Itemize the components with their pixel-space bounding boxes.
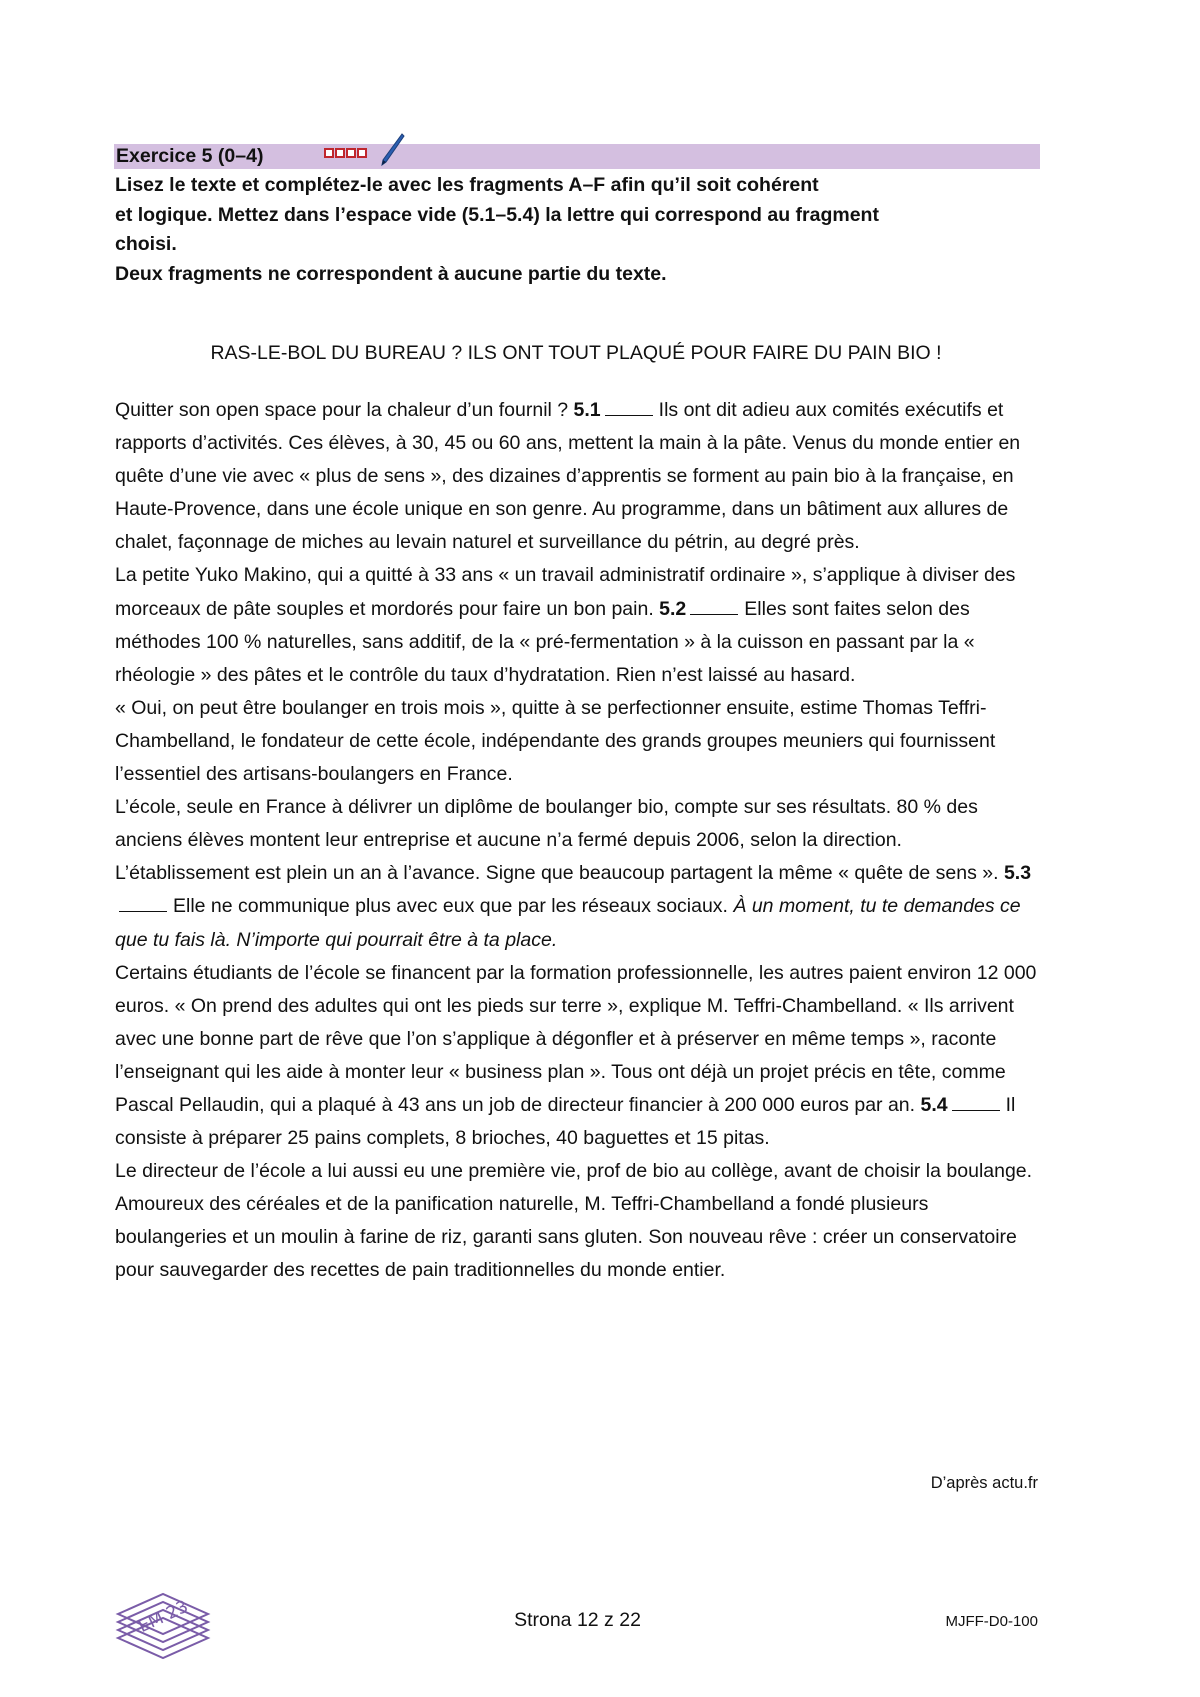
instruction-line: choisi. (115, 233, 177, 255)
paragraph-4: L’école, seule en France à délivrer un diplôme de boulanger bio, compte sur ses résultats. 80 % des anciens élèves montent leur entreprise et aucune n’a fermé depuis 2006, selon la direction. (115, 796, 978, 852)
paragraph-3: « Oui, on peut être boulanger en trois mois », quitte à se perfectionner ensuite, estime Thomas Teffri-Chambelland, le fondateur de cette école, indépendante des grands groupes meuniers qui fournissent l’essentiel des artisans-boulangers en France. (115, 696, 996, 786)
paragraph-2 (115, 559, 1045, 691)
text-segment: Quitter son open space pour la chaleur d’un fournil ? (115, 399, 569, 421)
gap-number: 5.3 (1003, 862, 1032, 885)
article-source: D’après actu.fr (930, 1474, 1038, 1492)
gap-number: 5.4 (920, 1093, 948, 1116)
answer-blank-5-1[interactable] (605, 400, 653, 416)
score-box (346, 148, 356, 158)
text-segment: Elle ne communique plus avec eux que par les réseaux sociaux. (173, 895, 728, 918)
paragraph-6 (115, 957, 1045, 1156)
paragraph-5 (115, 857, 1045, 956)
instruction-line: Lisez le texte et complétez-le avec les fragments A–F afin qu’il soit cohérent (115, 174, 819, 196)
instruction-line: Deux fragments ne correspondent à aucune partie du texte. (115, 262, 667, 285)
text-segment: Elles sont faites selon des méthodes 100 % naturelles, sans additif, de la « pré-fermentation » à la cuisson en passant par la « rhéologie » des pâtes et le contrôle du taux d’hydratation. Rien n’est laissé au hasard. (115, 597, 975, 686)
document-code: MJFF-D0-100 (945, 1613, 1038, 1630)
italic-quote: À un moment, tu te demandes ce que tu fais là. N’importe qui pourrait être à ta place. (115, 895, 1021, 951)
gap-number: 5.2 (659, 597, 687, 620)
answer-blank-5-2[interactable] (690, 599, 738, 615)
score-box (357, 148, 367, 158)
page-number: Strona 12 z 22 (514, 1609, 641, 1631)
text-segment: La petite Yuko Makino, qui a quitté à 33 ans « un travail administratif ordinaire », s’applique à diviser des morceaux de pâte souples et mordorés pour faire un bon pain. (115, 564, 1016, 620)
score-box (335, 148, 345, 158)
article-body (115, 394, 1045, 1288)
logo-text: EM 23 (135, 1596, 192, 1638)
text-segment: Certains étudiants de l’école se financent par la formation professionnelle, les autres paient environ 12 000 euros. « On prend des adultes qui ont les pieds sur terre », explique M. Teffri-Chambelland. « Ils arrivent avec une bonne part de rêve que l’on s’applique à dégonfler et à préserver en même temps », raconte l’enseignant qui les aide à monter leur « business plan ». Tous ont déjà un projet précis en tête, comme Pascal Pellaudin, qui a plaqué à 43 ans un job de directeur financier à 200 000 euros par an. (115, 961, 1037, 1116)
score-boxes (324, 148, 367, 158)
paragraph-1 (115, 394, 1045, 559)
exercise-header (114, 144, 1040, 169)
exercise-instructions (115, 171, 1015, 289)
article-title: RAS-LE-BOL DU BUREAU ? ILS ONT TOUT PLAQUÉ POUR FAIRE DU PAIN BIO ! (210, 342, 942, 364)
answer-blank-5-3[interactable] (119, 896, 167, 912)
text-segment: Il consiste à préparer 25 pains complets, 8 brioches, 40 baguettes et 15 pitas. (115, 1093, 1016, 1150)
text-segment: Ils ont dit adieu aux comités exécutifs et rapports d’activités. Ces élèves, à 30, 45 ou 60 ans, mettent la main à la pâte. Venus du monde entier en quête d’une vie avec « plus de sens », des dizaines d’apprentis se forment au pain bio à la française, en Haute-Provence, dans une école unique en son genre. Au programme, dans un bâtiment aux allures de chalet, façonnage de miches au levain naturel et surveillance du pétrin, au degré près. (115, 399, 1021, 554)
exercise-title: Exercice 5 (0–4) (116, 145, 264, 167)
text-segment: L’établissement est plein un an à l’avance. Signe que beaucoup partagent la même « quête de sens ». (115, 862, 999, 885)
answer-blank-5-4[interactable] (952, 1095, 1000, 1111)
pen-icon (376, 132, 406, 168)
instruction-line: et logique. Mettez dans l’espace vide (5.1–5.4) la lettre qui correspond au fragment (115, 203, 879, 226)
gap-number: 5.1 (573, 399, 601, 421)
paragraph-7: Le directeur de l’école a lui aussi eu une première vie, prof de bio au collège, avant de choisir la boulange. Amoureux des céréales et de la panification naturelle, M. Teffri-Chambelland a fondé plusieurs boulangeries et un moulin à farine de riz, garanti sans gluten. Son nouveau rêve : créer un conservatoire pour sauvegarder des recettes de pain traditionnelles du monde entier. (115, 1160, 1033, 1282)
score-box (324, 148, 334, 158)
